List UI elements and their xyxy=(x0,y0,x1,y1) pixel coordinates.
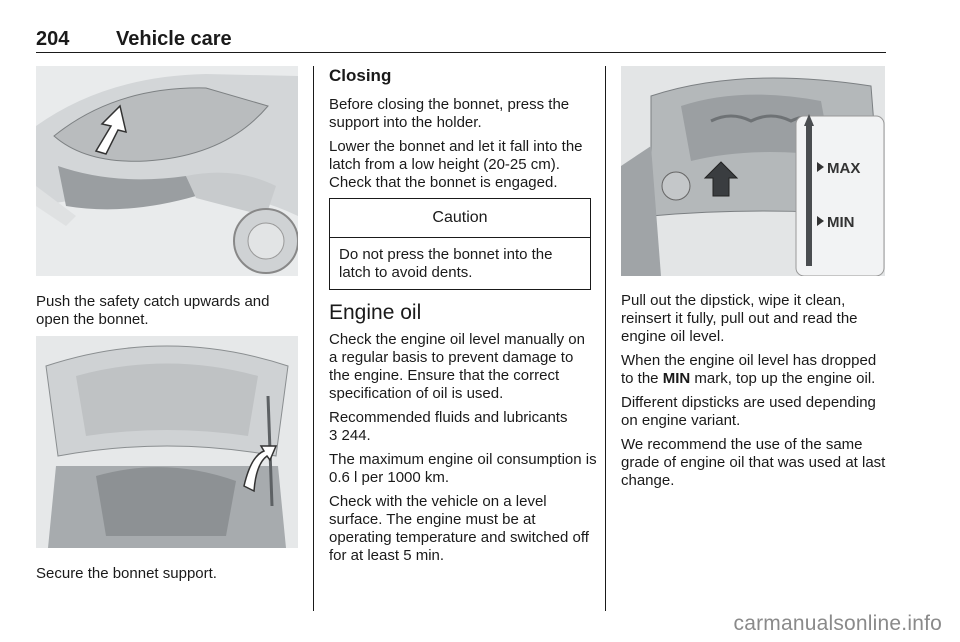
header-rule xyxy=(36,52,886,53)
closing-body xyxy=(329,96,597,198)
min-text-after: mark, top up the engine oil. xyxy=(694,370,876,387)
dipstick-illustration xyxy=(621,66,885,276)
closing-paragraph-1: Before closing the bonnet, press the support into the holder. xyxy=(329,96,570,131)
dipstick-body xyxy=(621,292,891,496)
dipstick-min-label: MIN xyxy=(827,214,855,231)
column-divider-left xyxy=(313,66,314,611)
caution-title: Caution xyxy=(330,199,590,238)
bonnet-support-illustration xyxy=(36,336,298,548)
dipstick-paragraph-4: We recommend the use of the same grade of engine oil that was used at last change. xyxy=(621,436,886,489)
section-title: Vehicle care xyxy=(116,28,232,50)
caption-bonnet-support: Secure the bonnet support. xyxy=(36,565,217,582)
page-number: 204 xyxy=(36,28,70,50)
bonnet-catch-illustration xyxy=(36,66,298,276)
dipstick-paragraph-3: Different dipsticks are used depending on engine variant. xyxy=(621,394,876,429)
watermark: carmanualsonline.info xyxy=(733,612,942,635)
page-header xyxy=(36,28,886,54)
engine-oil-paragraph-4: Check with the vehicle on a level surface. The engine must be at operating temperature and switched off for at least 5 min. xyxy=(329,493,589,564)
engine-oil-paragraph-1: Check the engine oil level manually on a regular basis to prevent damage to the engine. Ensure that the correct specification of oil is used. xyxy=(329,331,585,402)
dipstick-max-label: MAX xyxy=(827,160,861,177)
engine-oil-heading: Engine oil xyxy=(329,301,422,324)
dipstick-paragraph-1: Pull out the dipstick, wipe it clean, reinsert it fully, pull out and read the engine oil level. xyxy=(621,292,858,345)
closing-paragraph-2: Lower the bonnet and let it fall into the latch from a low height (20-25 cm). Check that the bonnet is engaged. xyxy=(329,138,583,191)
caution-box xyxy=(329,198,591,290)
min-mark-label: MIN xyxy=(662,370,691,387)
dipstick-paragraph-2 xyxy=(621,352,891,388)
fluids-text: Recommended fluids and lubricants xyxy=(329,409,568,426)
caution-text: Do not press the bonnet into the latch to avoid dents. xyxy=(339,246,553,281)
page-reference: 244. xyxy=(341,427,371,444)
min-text-before: When the engine oil level has dropped to the xyxy=(621,352,877,387)
engine-oil-paragraph-3: The maximum engine oil consumption is 0.6 l per 1000 km. xyxy=(329,451,597,486)
engine-oil-body xyxy=(329,331,597,571)
closing-heading: Closing xyxy=(329,66,392,85)
column-divider-right xyxy=(605,66,606,611)
caption-bonnet-catch: Push the safety catch upwards and open the bonnet. xyxy=(36,293,270,328)
page-reference-symbol: 3 xyxy=(329,427,338,444)
engine-oil-paragraph-2 xyxy=(329,409,597,445)
